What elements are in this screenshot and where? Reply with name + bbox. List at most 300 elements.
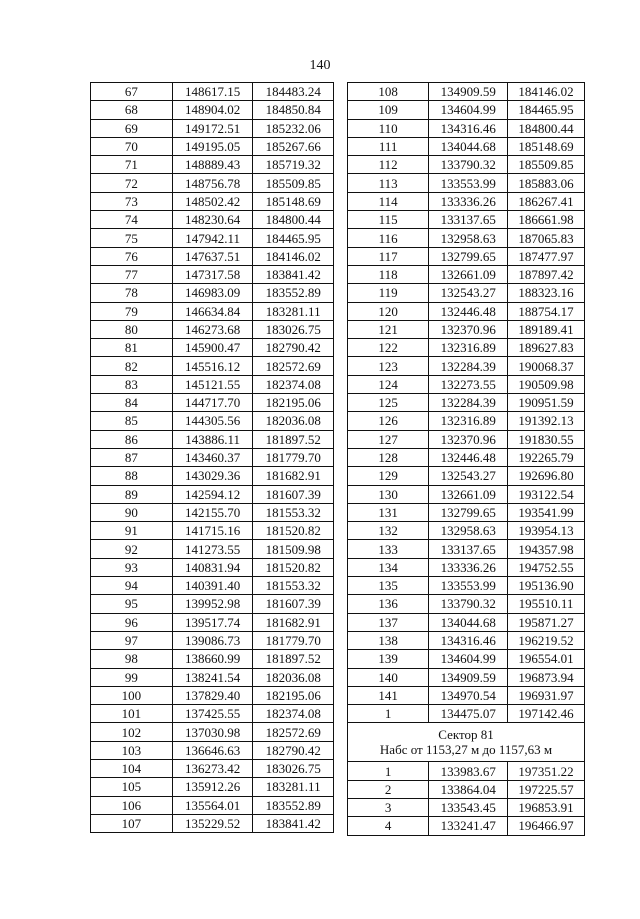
table-row: [348, 302, 585, 320]
point-number-cell: 81: [91, 339, 173, 357]
table-row: [348, 265, 585, 283]
y-coordinate-cell: 181553.32: [253, 503, 334, 521]
point-number-cell: 73: [91, 192, 173, 210]
table-row: [91, 522, 334, 540]
table-row: [91, 814, 334, 832]
table-row: [91, 577, 334, 595]
point-number-cell: 85: [91, 412, 173, 430]
y-coordinate-cell: 185509.85: [508, 156, 585, 174]
y-coordinate-cell: 185148.69: [508, 137, 585, 155]
point-number-cell: 132: [348, 522, 429, 540]
point-number-cell: 77: [91, 265, 173, 283]
y-coordinate-cell: 183552.89: [253, 284, 334, 302]
y-coordinate-cell: 182195.06: [253, 686, 334, 704]
table-row: [91, 741, 334, 759]
point-number-cell: 105: [91, 778, 173, 796]
x-coordinate-cell: 134909.59: [429, 83, 508, 101]
table-row: [348, 448, 585, 466]
x-coordinate-cell: 133864.04: [429, 780, 508, 798]
x-coordinate-cell: 147317.58: [172, 265, 253, 283]
point-number-cell: 89: [91, 485, 173, 503]
point-number-cell: 103: [91, 741, 173, 759]
y-coordinate-cell: 182572.69: [253, 357, 334, 375]
y-coordinate-cell: 191830.55: [508, 430, 585, 448]
x-coordinate-cell: 132799.65: [429, 503, 508, 521]
y-coordinate-cell: 196554.01: [508, 650, 585, 668]
table-row: [348, 320, 585, 338]
x-coordinate-cell: 133553.99: [429, 577, 508, 595]
y-coordinate-cell: 183026.75: [253, 320, 334, 338]
table-row: [348, 192, 585, 210]
x-coordinate-cell: 148904.02: [172, 101, 253, 119]
table-row: [91, 448, 334, 466]
y-coordinate-cell: 184850.84: [253, 101, 334, 119]
x-coordinate-cell: 134970.54: [429, 686, 508, 704]
y-coordinate-cell: 197142.46: [508, 705, 585, 723]
table-row: [348, 101, 585, 119]
y-coordinate-cell: 196219.52: [508, 631, 585, 649]
point-number-cell: 115: [348, 211, 429, 229]
coordinates-table-left-body: [91, 83, 334, 833]
table-row: [91, 211, 334, 229]
point-number-cell: 119: [348, 284, 429, 302]
table-row: [348, 780, 585, 798]
point-number-cell: 137: [348, 613, 429, 631]
table-row: [91, 302, 334, 320]
point-number-cell: 84: [91, 394, 173, 412]
x-coordinate-cell: 145516.12: [172, 357, 253, 375]
x-coordinate-cell: 148756.78: [172, 174, 253, 192]
point-number-cell: 113: [348, 174, 429, 192]
table-row: [91, 265, 334, 283]
y-coordinate-cell: 196873.94: [508, 668, 585, 686]
point-number-cell: 110: [348, 119, 429, 137]
point-number-cell: 126: [348, 412, 429, 430]
table-row: [91, 229, 334, 247]
point-number-cell: 82: [91, 357, 173, 375]
point-number-cell: 118: [348, 265, 429, 283]
y-coordinate-cell: 181553.32: [253, 577, 334, 595]
table-row: [348, 577, 585, 595]
y-coordinate-cell: 184146.02: [253, 247, 334, 265]
y-coordinate-cell: 185883.06: [508, 174, 585, 192]
table-row: [91, 375, 334, 393]
point-number-cell: 114: [348, 192, 429, 210]
point-number-cell: 120: [348, 302, 429, 320]
y-coordinate-cell: 183841.42: [253, 265, 334, 283]
x-coordinate-cell: 147637.51: [172, 247, 253, 265]
table-row: [91, 119, 334, 137]
y-coordinate-cell: 184483.24: [253, 83, 334, 101]
y-coordinate-cell: 195136.90: [508, 577, 585, 595]
y-coordinate-cell: 182195.06: [253, 394, 334, 412]
table-row: [348, 522, 585, 540]
y-coordinate-cell: 183841.42: [253, 814, 334, 832]
point-number-cell: 121: [348, 320, 429, 338]
table-row: [348, 668, 585, 686]
sector-header: [348, 723, 585, 762]
x-coordinate-cell: 144717.70: [172, 394, 253, 412]
x-coordinate-cell: 132543.27: [429, 284, 508, 302]
point-number-cell: 79: [91, 302, 173, 320]
x-coordinate-cell: 135229.52: [172, 814, 253, 832]
table-row: [91, 540, 334, 558]
y-coordinate-cell: 195871.27: [508, 613, 585, 631]
y-coordinate-cell: 182374.08: [253, 705, 334, 723]
x-coordinate-cell: 132370.96: [429, 320, 508, 338]
x-coordinate-cell: 132284.39: [429, 394, 508, 412]
point-number-cell: 72: [91, 174, 173, 192]
point-number-cell: 96: [91, 613, 173, 631]
table-row: [348, 412, 585, 430]
table-row: [348, 339, 585, 357]
table-row: [91, 430, 334, 448]
y-coordinate-cell: 181509.98: [253, 540, 334, 558]
table-row: [91, 83, 334, 101]
table-row: [348, 375, 585, 393]
table-row: [91, 631, 334, 649]
x-coordinate-cell: 134044.68: [429, 137, 508, 155]
point-number-cell: 124: [348, 375, 429, 393]
point-number-cell: 136: [348, 595, 429, 613]
x-coordinate-cell: 133137.65: [429, 540, 508, 558]
point-number-cell: 97: [91, 631, 173, 649]
point-number-cell: 71: [91, 156, 173, 174]
table-row: [91, 357, 334, 375]
y-coordinate-cell: 181682.91: [253, 467, 334, 485]
table-row: [348, 650, 585, 668]
point-number-cell: 135: [348, 577, 429, 595]
y-coordinate-cell: 182790.42: [253, 741, 334, 759]
table-row: [348, 613, 585, 631]
x-coordinate-cell: 132799.65: [429, 247, 508, 265]
y-coordinate-cell: 193954.13: [508, 522, 585, 540]
point-number-cell: 101: [91, 705, 173, 723]
y-coordinate-cell: 184146.02: [508, 83, 585, 101]
x-coordinate-cell: 137829.40: [172, 686, 253, 704]
point-number-cell: 140: [348, 668, 429, 686]
x-coordinate-cell: 132316.89: [429, 339, 508, 357]
x-coordinate-cell: 146273.68: [172, 320, 253, 338]
x-coordinate-cell: 142594.12: [172, 485, 253, 503]
x-coordinate-cell: 148502.42: [172, 192, 253, 210]
point-number-cell: 75: [91, 229, 173, 247]
table-row: [91, 595, 334, 613]
y-coordinate-cell: 181897.52: [253, 430, 334, 448]
table-row: [91, 101, 334, 119]
y-coordinate-cell: 182572.69: [253, 723, 334, 741]
table-row: [348, 762, 585, 780]
table-row: [91, 412, 334, 430]
y-coordinate-cell: 196931.97: [508, 686, 585, 704]
x-coordinate-cell: 143460.37: [172, 448, 253, 466]
x-coordinate-cell: 132273.55: [429, 375, 508, 393]
y-coordinate-cell: 182374.08: [253, 375, 334, 393]
table-row: [91, 650, 334, 668]
table-row: [348, 686, 585, 704]
x-coordinate-cell: 133336.26: [429, 192, 508, 210]
y-coordinate-cell: 181682.91: [253, 613, 334, 631]
point-number-cell: 123: [348, 357, 429, 375]
y-coordinate-cell: 190068.37: [508, 357, 585, 375]
y-coordinate-cell: 197351.22: [508, 762, 585, 780]
point-number-cell: 117: [348, 247, 429, 265]
x-coordinate-cell: 134604.99: [429, 101, 508, 119]
table-row: [91, 192, 334, 210]
point-number-cell: 130: [348, 485, 429, 503]
table-row: [348, 467, 585, 485]
x-coordinate-cell: 133983.67: [429, 762, 508, 780]
point-number-cell: 3: [348, 798, 429, 816]
point-number-cell: 125: [348, 394, 429, 412]
y-coordinate-cell: 194752.55: [508, 558, 585, 576]
table-row: [91, 320, 334, 338]
y-coordinate-cell: 188323.16: [508, 284, 585, 302]
y-coordinate-cell: 187477.97: [508, 247, 585, 265]
y-coordinate-cell: 193541.99: [508, 503, 585, 521]
sector-header-row: [348, 723, 585, 762]
x-coordinate-cell: 134604.99: [429, 650, 508, 668]
y-coordinate-cell: 186661.98: [508, 211, 585, 229]
y-coordinate-cell: 181607.39: [253, 485, 334, 503]
point-number-cell: 122: [348, 339, 429, 357]
table-row: [91, 558, 334, 576]
point-number-cell: 76: [91, 247, 173, 265]
x-coordinate-cell: 139952.98: [172, 595, 253, 613]
y-coordinate-cell: 182790.42: [253, 339, 334, 357]
table-row: [91, 247, 334, 265]
y-coordinate-cell: 183552.89: [253, 796, 334, 814]
table-row: [91, 723, 334, 741]
point-number-cell: 90: [91, 503, 173, 521]
table-row: [348, 211, 585, 229]
x-coordinate-cell: 148617.15: [172, 83, 253, 101]
x-coordinate-cell: 132543.27: [429, 467, 508, 485]
y-coordinate-cell: 196853.91: [508, 798, 585, 816]
table-row: [91, 759, 334, 777]
table-row: [91, 705, 334, 723]
table-row: [348, 485, 585, 503]
y-coordinate-cell: 183281.11: [253, 778, 334, 796]
point-number-cell: 102: [91, 723, 173, 741]
x-coordinate-cell: 134909.59: [429, 668, 508, 686]
table-row: [348, 119, 585, 137]
point-number-cell: 107: [91, 814, 173, 832]
point-number-cell: 100: [91, 686, 173, 704]
table-row: [348, 817, 585, 835]
y-coordinate-cell: 181779.70: [253, 448, 334, 466]
x-coordinate-cell: 132284.39: [429, 357, 508, 375]
point-number-cell: 116: [348, 229, 429, 247]
y-coordinate-cell: 185148.69: [253, 192, 334, 210]
point-number-cell: 139: [348, 650, 429, 668]
x-coordinate-cell: 144305.56: [172, 412, 253, 430]
point-number-cell: 127: [348, 430, 429, 448]
table-row: [91, 778, 334, 796]
point-number-cell: 88: [91, 467, 173, 485]
point-number-cell: 133: [348, 540, 429, 558]
x-coordinate-cell: 132370.96: [429, 430, 508, 448]
x-coordinate-cell: 136273.42: [172, 759, 253, 777]
table-row: [91, 668, 334, 686]
y-coordinate-cell: 181607.39: [253, 595, 334, 613]
x-coordinate-cell: 132958.63: [429, 522, 508, 540]
point-number-cell: 112: [348, 156, 429, 174]
table-row: [348, 595, 585, 613]
table-row: [91, 796, 334, 814]
y-coordinate-cell: 185509.85: [253, 174, 334, 192]
point-number-cell: 129: [348, 467, 429, 485]
x-coordinate-cell: 133241.47: [429, 817, 508, 835]
x-coordinate-cell: 133553.99: [429, 174, 508, 192]
point-number-cell: 86: [91, 430, 173, 448]
point-number-cell: 111: [348, 137, 429, 155]
table-row: [348, 137, 585, 155]
point-number-cell: 95: [91, 595, 173, 613]
point-number-cell: 1: [348, 762, 429, 780]
table-row: [91, 613, 334, 631]
x-coordinate-cell: 132958.63: [429, 229, 508, 247]
table-row: [348, 430, 585, 448]
y-coordinate-cell: 190951.59: [508, 394, 585, 412]
y-coordinate-cell: 189627.83: [508, 339, 585, 357]
x-coordinate-cell: 132446.48: [429, 302, 508, 320]
point-number-cell: 94: [91, 577, 173, 595]
y-coordinate-cell: 196466.97: [508, 817, 585, 835]
point-number-cell: 69: [91, 119, 173, 137]
table-row: [348, 798, 585, 816]
y-coordinate-cell: 185232.06: [253, 119, 334, 137]
table-row: [348, 503, 585, 521]
x-coordinate-cell: 138241.54: [172, 668, 253, 686]
x-coordinate-cell: 138660.99: [172, 650, 253, 668]
x-coordinate-cell: 139517.74: [172, 613, 253, 631]
x-coordinate-cell: 133137.65: [429, 211, 508, 229]
table-row: [91, 394, 334, 412]
x-coordinate-cell: 137425.55: [172, 705, 253, 723]
x-coordinate-cell: 145121.55: [172, 375, 253, 393]
point-number-cell: 138: [348, 631, 429, 649]
point-number-cell: 80: [91, 320, 173, 338]
y-coordinate-cell: 187897.42: [508, 265, 585, 283]
point-number-cell: 78: [91, 284, 173, 302]
point-number-cell: 74: [91, 211, 173, 229]
y-coordinate-cell: 189189.41: [508, 320, 585, 338]
table-row: [348, 394, 585, 412]
table-row: [91, 174, 334, 192]
table-row: [348, 284, 585, 302]
x-coordinate-cell: 132446.48: [429, 448, 508, 466]
x-coordinate-cell: 148889.43: [172, 156, 253, 174]
table-row: [348, 174, 585, 192]
point-number-cell: 92: [91, 540, 173, 558]
point-number-cell: 108: [348, 83, 429, 101]
point-number-cell: 93: [91, 558, 173, 576]
table-row: [348, 540, 585, 558]
coordinates-table-right-body: [348, 83, 585, 836]
x-coordinate-cell: 147942.11: [172, 229, 253, 247]
y-coordinate-cell: 194357.98: [508, 540, 585, 558]
x-coordinate-cell: 137030.98: [172, 723, 253, 741]
x-coordinate-cell: 132661.09: [429, 485, 508, 503]
table-row: [348, 558, 585, 576]
y-coordinate-cell: 191392.13: [508, 412, 585, 430]
table-row: [348, 156, 585, 174]
y-coordinate-cell: 182036.08: [253, 412, 334, 430]
point-number-cell: 87: [91, 448, 173, 466]
y-coordinate-cell: 197225.57: [508, 780, 585, 798]
x-coordinate-cell: 135912.26: [172, 778, 253, 796]
x-coordinate-cell: 141715.16: [172, 522, 253, 540]
y-coordinate-cell: 190509.98: [508, 375, 585, 393]
x-coordinate-cell: 145900.47: [172, 339, 253, 357]
table-row: [348, 247, 585, 265]
x-coordinate-cell: 149195.05: [172, 137, 253, 155]
x-coordinate-cell: 134316.46: [429, 631, 508, 649]
point-number-cell: 2: [348, 780, 429, 798]
table-row: [348, 357, 585, 375]
y-coordinate-cell: 184800.44: [253, 211, 334, 229]
table-row: [91, 503, 334, 521]
point-number-cell: 4: [348, 817, 429, 835]
x-coordinate-cell: 148230.64: [172, 211, 253, 229]
x-coordinate-cell: 140831.94: [172, 558, 253, 576]
x-coordinate-cell: 134044.68: [429, 613, 508, 631]
point-number-cell: 70: [91, 137, 173, 155]
point-number-cell: 106: [91, 796, 173, 814]
y-coordinate-cell: 195510.11: [508, 595, 585, 613]
x-coordinate-cell: 139086.73: [172, 631, 253, 649]
y-coordinate-cell: 183281.11: [253, 302, 334, 320]
x-coordinate-cell: 136646.63: [172, 741, 253, 759]
table-row: [348, 705, 585, 723]
table-row: [91, 339, 334, 357]
point-number-cell: 128: [348, 448, 429, 466]
coordinates-table-right: [347, 82, 585, 836]
x-coordinate-cell: 134316.46: [429, 119, 508, 137]
x-coordinate-cell: 134475.07: [429, 705, 508, 723]
point-number-cell: 83: [91, 375, 173, 393]
coordinates-table-left: [90, 82, 334, 833]
table-row: [91, 485, 334, 503]
y-coordinate-cell: 184800.44: [508, 119, 585, 137]
table-row: [91, 137, 334, 155]
x-coordinate-cell: 143886.11: [172, 430, 253, 448]
sector-subtitle: Набс от 1153,27 м до 1157,63 м: [379, 742, 553, 758]
table-row: [91, 467, 334, 485]
point-number-cell: 134: [348, 558, 429, 576]
sector-title: Сектор 81: [438, 726, 494, 742]
y-coordinate-cell: 181520.82: [253, 558, 334, 576]
table-row: [91, 686, 334, 704]
y-coordinate-cell: 185719.32: [253, 156, 334, 174]
y-coordinate-cell: 184465.95: [253, 229, 334, 247]
y-coordinate-cell: 181897.52: [253, 650, 334, 668]
x-coordinate-cell: 146634.84: [172, 302, 253, 320]
x-coordinate-cell: 142155.70: [172, 503, 253, 521]
y-coordinate-cell: 187065.83: [508, 229, 585, 247]
table-row: [91, 284, 334, 302]
y-coordinate-cell: 181779.70: [253, 631, 334, 649]
table-row: [348, 229, 585, 247]
point-number-cell: 67: [91, 83, 173, 101]
x-coordinate-cell: 133336.26: [429, 558, 508, 576]
x-coordinate-cell: 133790.32: [429, 595, 508, 613]
point-number-cell: 91: [91, 522, 173, 540]
page-number: 140: [309, 58, 331, 73]
point-number-cell: 1: [348, 705, 429, 723]
table-row: [348, 83, 585, 101]
